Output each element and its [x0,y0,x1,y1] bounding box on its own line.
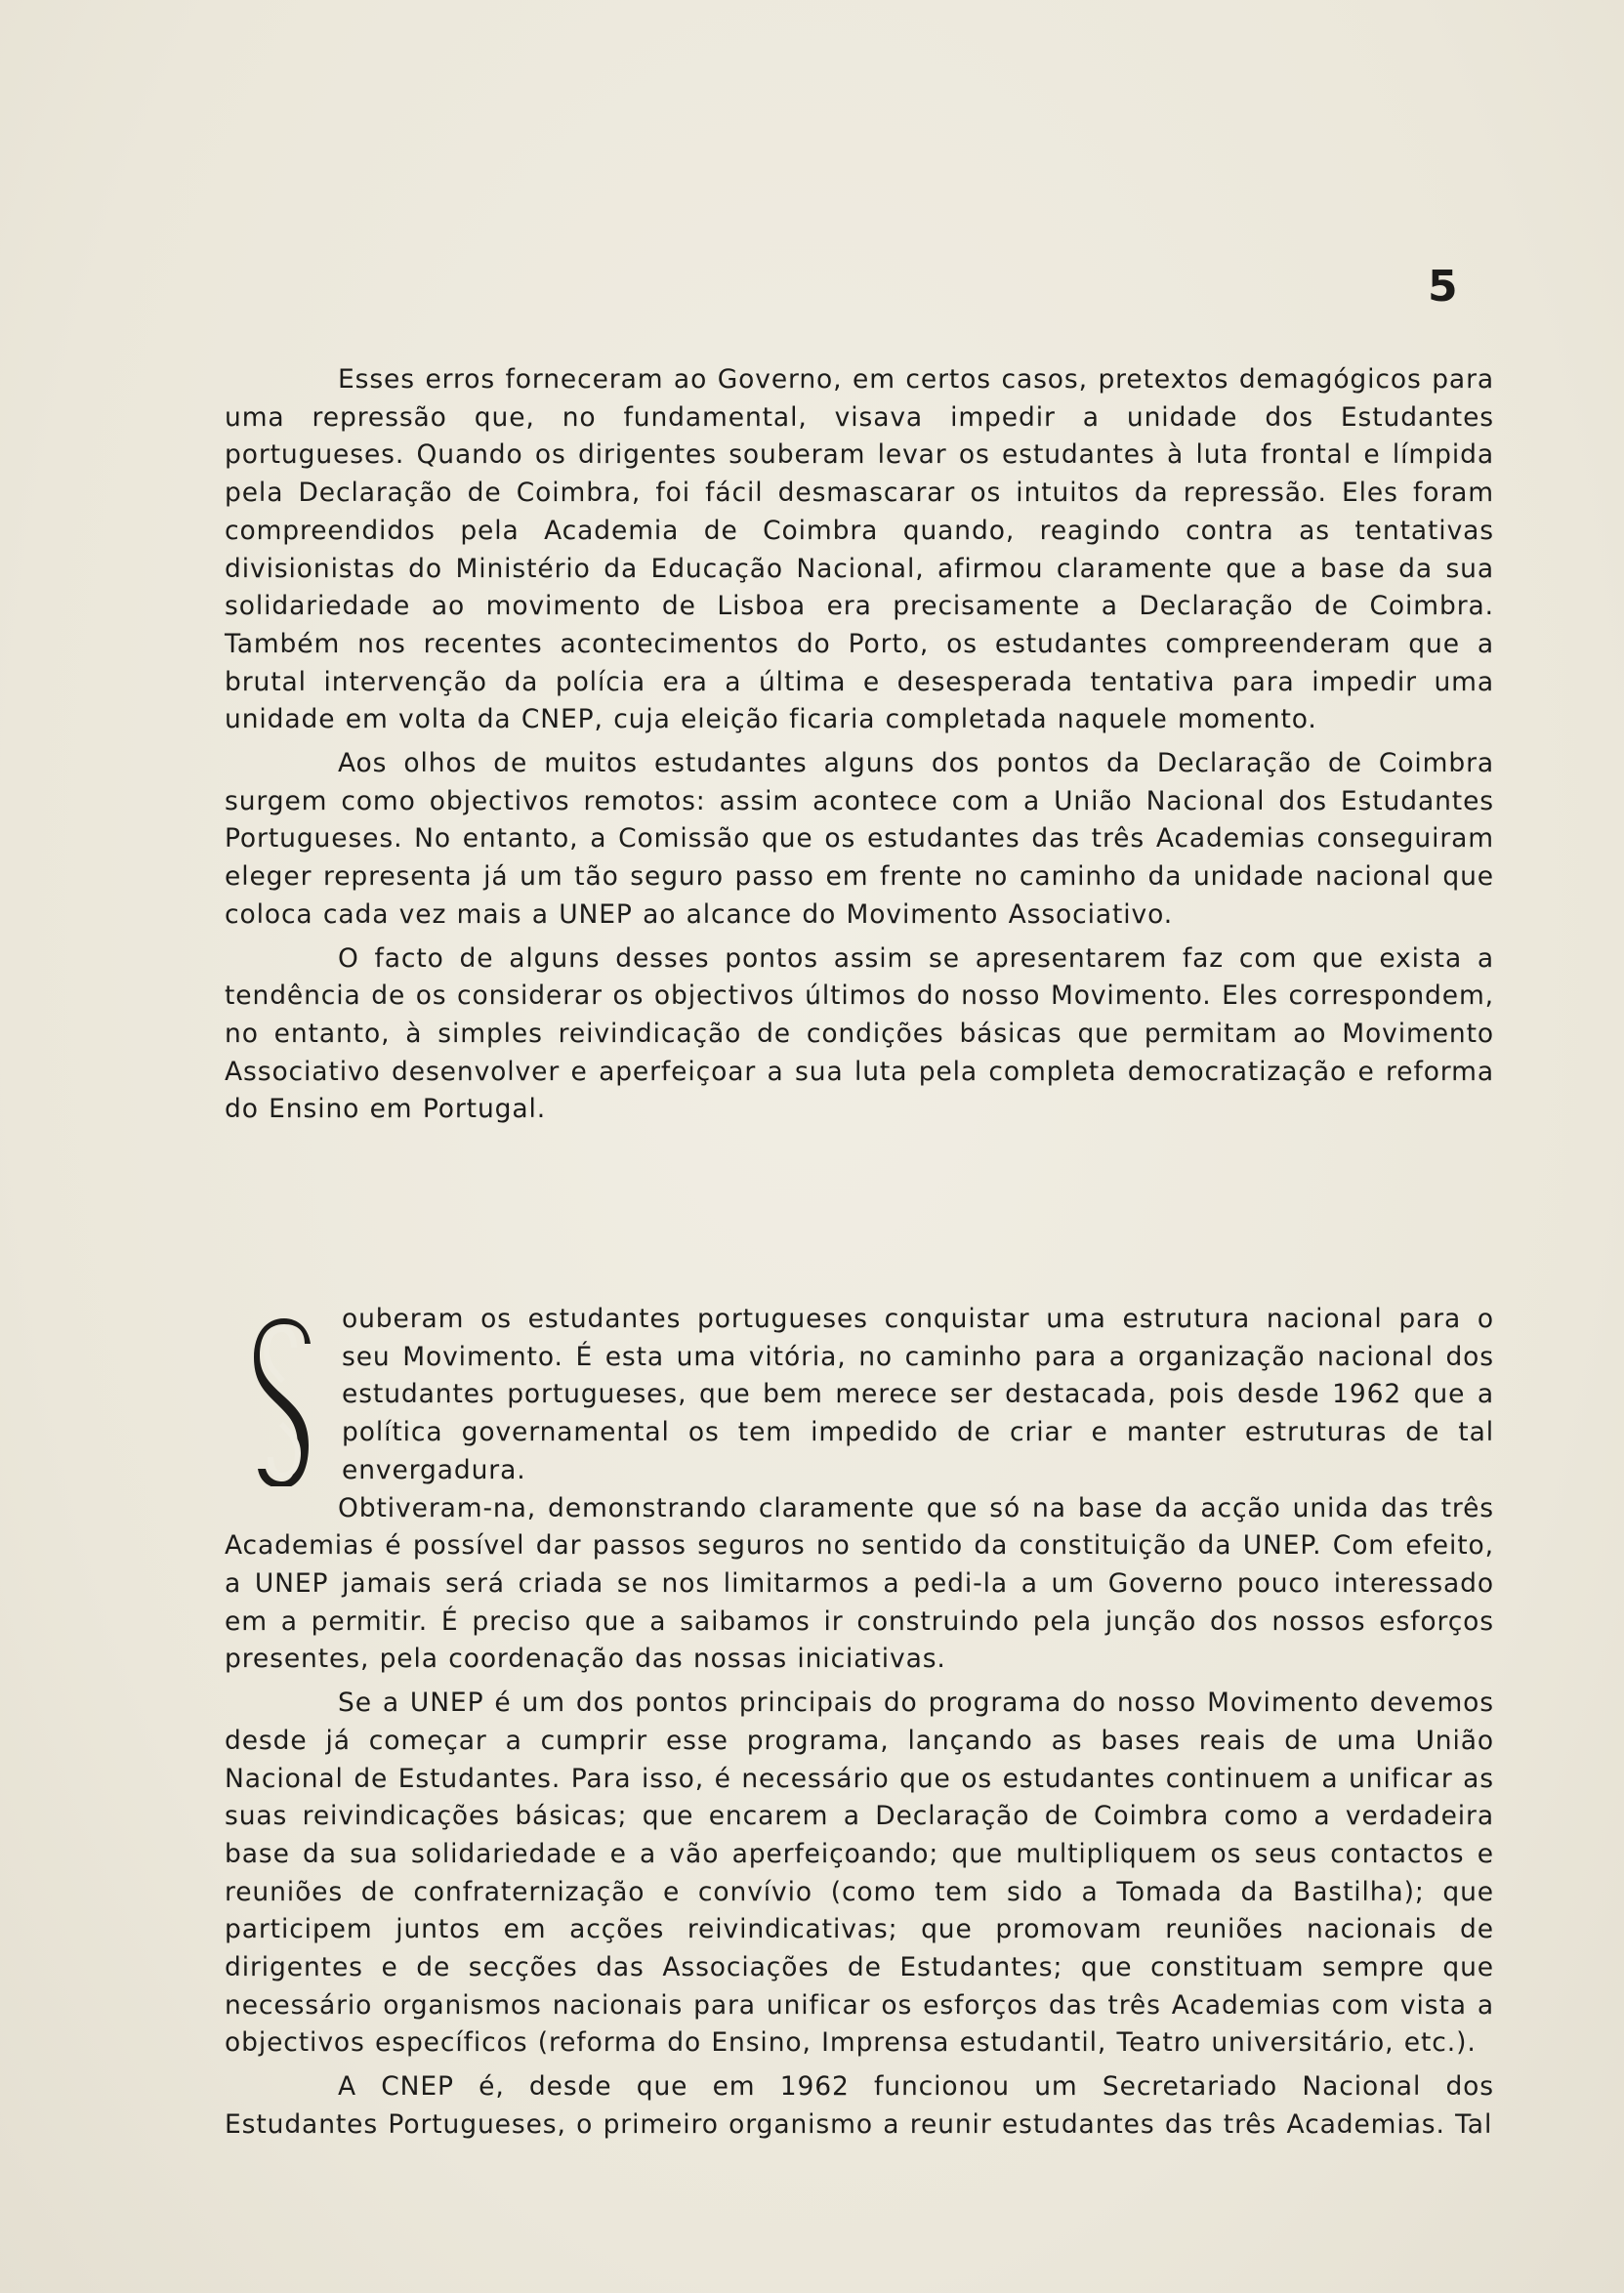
page-number: 5 [1428,262,1459,312]
dropcap-paragraph [225,1301,1494,1490]
dropcap-s [252,1318,312,1486]
paragraph-5: Obtiveram-na, demonstrando claramente que só na base da acção unida das três Academias é possível dar passos seguros no sentido da constituição da UNEP. Com efeito, a UNEP jamais será criada se nos limitarmos a pedi-la a um Governo pouco interessado em a permitir. É preciso que a saibamos ir construindo pela junção dos nossos esforços presentes, pela coordenação das nossas iniciativas. [225,1492,1494,1675]
paragraph-3: O facto de alguns desses pontos assim se apresentarem faz com que exista a tendência de os considerar os objectivos últimos do nosso Movimento. Eles correspondem, no entanto, à simples reivindicação de condições básicas que permitam ao Movimento Associativo desenvolver e aperfeiçoar a sua luta pela completa democratização e reforma do Ensino em Portugal. [225,942,1494,1125]
dropcap-paragraph-text: ouberam os estudantes portugueses conquistar uma estrutura nacional para o seu Movimento. É esta uma vitória, no caminho para a organização nacional dos estudantes portugueses, que bem merece ser destacada, pois desde 1962 que a política governamental os tem impedido de criar e manter estruturas de tal envergadura. [342,1304,1494,1485]
dropcap-s-glyph [252,1318,312,1486]
document-body [225,361,1494,2150]
section-spacer [225,1135,1494,1301]
paragraph-1: Esses erros forneceram ao Governo, em certos casos, pretextos demagógicos para uma repressão que, no fundamental, visava impedir a unidade dos Estudantes portugueses. Quando os dirigentes souberam levar os estudantes à luta frontal e límpida pela Declaração de Coimbra, foi fácil desmascarar os intuitos da repressão. Eles foram compreendidos pela Academia de Coimbra quando, reagindo contra as tentativas divisionistas do Ministério da Educação Nacional, afirmou claramente que a base da sua solidariedade ao movimento de Lisboa era precisamente a Declaração de Coimbra. Também nos recentes acontecimentos do Porto, os estudantes compreenderam que a brutal intervenção da polícia era a última e desesperada tentativa para impedir uma unidade em volta da CNEP, cuja eleição ficaria completada naquele momento. [225,364,1494,735]
paragraph-6: Se a UNEP é um dos pontos principais do programa do nosso Movimento devemos desde já começar a cumprir esse programa, lançando as bases reais de uma União Nacional de Estudantes. Para isso, é necessário que os estudantes continuem a unificar as suas reivindicações básicas; que encarem a Declaração de Coimbra como a verdadeira base da sua solidariedade e a vão aperfeiçoando; que multipliquem os seus contactos e reuniões de confraternização e convívio (como tem sido a Tomada da Bastilha); que participem juntos em acções reivindicativas; que promovam reuniões nacionais de dirigentes e de secções das Associações de Estudantes; que constituam sempre que necessário organismos nacionais para unificar os esforços das três Academias com vista a objectivos específicos (reforma do Ensino, Imprensa estudantil, Teatro universitário, etc.). [225,1688,1494,2059]
paragraph-2: Aos olhos de muitos estudantes alguns dos pontos da Declaração de Coimbra surgem como objectivos remotos: assim acontece com a União Nacional dos Estudantes Portugueses. No entanto, a Comissão que os estudantes das três Academias conseguiram eleger representa já um tão seguro passo em frente no caminho da unidade nacional que coloca cada vez mais a UNEP ao alcance do Movimento Associativo. [225,748,1494,930]
paragraph-7: A CNEP é, desde que em 1962 funcionou um Secretariado Nacional dos Estudantes Portugueses, o primeiro organismo a reunir estudantes das três Academias. Tal [225,2071,1494,2140]
